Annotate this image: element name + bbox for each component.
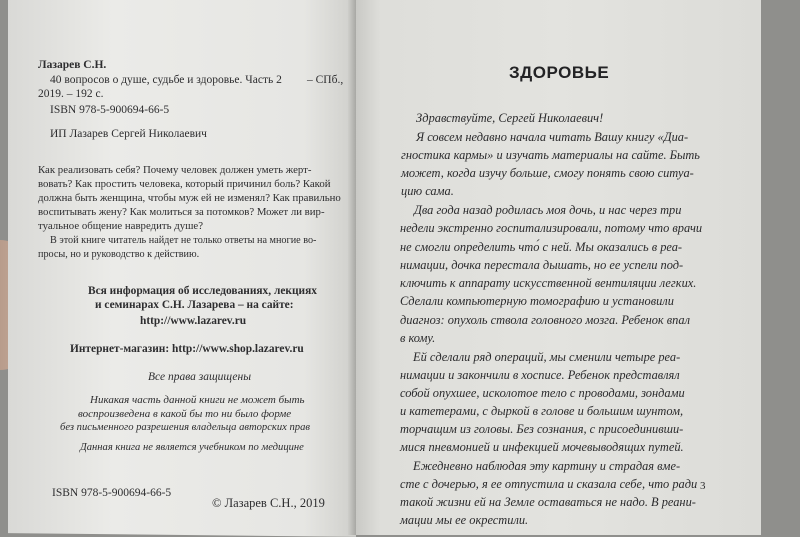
text-line: и катетерами, с дыркой в голове и большим шунтом,	[400, 404, 684, 418]
text-line: торчащим из головы. Без сознания, с присоединивши-	[400, 422, 684, 436]
annotation-line: Как реализовать себя? Почему человек должен уметь жерт-	[38, 164, 312, 176]
notice-line: воспроизведена в какой бы то ни было форме	[78, 408, 292, 420]
text-line: Здравствуйте, Сергей Николаевич!	[416, 111, 604, 125]
annotation-line: должна быть женщина, чтобы муж ей не изменял? Как правильно	[38, 192, 341, 204]
text-line: не смогли определить что́ с ней. Мы оказались в реа-	[400, 240, 683, 254]
text-line: Ей сделали ряд операций, мы сменили четыре реа-	[413, 350, 681, 364]
text-line: нимации, дочка перестала дышать, но ее успели под-	[400, 258, 684, 272]
page-number: 3	[700, 480, 706, 492]
notice-line: без письменного разрешения владельца авторских прав	[60, 422, 311, 433]
info-website: http://www.lazarev.ru	[140, 315, 247, 327]
text-line: гностика кармы» и изучать материалы на сайте. Быть	[401, 148, 700, 162]
isbn-bottom: ISBN 978-5-900694-66-5	[52, 487, 172, 499]
catalog-isbn: ISBN 978-5-900694-66-5	[50, 104, 170, 116]
annotation-line: просы, но и руководство к действию.	[38, 249, 200, 260]
text-line: сте с дочерью, я ее отпустила и сказала себе, что ради	[400, 477, 698, 491]
text-line: нимации и закончили в хосписе. Ребенок представлял	[400, 368, 680, 382]
text-line: Я совсем недавно начала читать Вашу книгу «Диа-	[416, 130, 689, 144]
catalog-author: Лазарев С.Н.	[38, 59, 107, 71]
shop-line: Интернет-магазин: http://www.shop.lazarev.ru	[70, 343, 304, 355]
text-line: в кому.	[400, 331, 436, 345]
catalog-title: 40 вопросов о душе, судьбе и здоровье. Часть 2	[50, 74, 282, 86]
annotation-line: В этой книге читатель найдет не только ответы на многие во-	[50, 235, 317, 246]
info-line: и семинарах С.Н. Лазарева – на сайте:	[95, 299, 294, 311]
text-line: мися пневмонией и инфекцией мочевыводящих путей.	[400, 440, 684, 454]
text-line: недели экстренно госпитализировали, потому что врачи	[400, 221, 703, 235]
text-line: ключить к аппарату искусственной вентиляции легких.	[400, 276, 697, 290]
catalog-year-pages: 2019. – 192 с.	[38, 88, 104, 100]
annotation-line: воспитывать жену? Как молиться за потомков? Может ли вир-	[38, 206, 325, 218]
notice-line: Никакая часть данной книги не может быть	[90, 394, 305, 406]
chapter-title: ЗДОРОВЬЕ	[509, 63, 610, 82]
text-line: диагноз: опухоль ствола головного мозга. Ребенок впал	[400, 313, 690, 327]
disclaimer-line: Данная книга не является учебником по медицине	[80, 442, 304, 453]
text-line: может, когда изучу больше, смогу понять свою ситуа-	[401, 166, 694, 180]
copyright-line: © Лазарев С.Н., 2019	[212, 496, 325, 510]
text-line: Ежедневно наблюдая эту картину и страдая вме-	[413, 459, 681, 473]
catalog-publisher: ИП Лазарев Сергей Николаевич	[50, 128, 207, 140]
info-line: Вся информация об исследованиях, лекциях	[88, 285, 317, 297]
text-line: такой жизни ей на Земле оставаться не надо. В реани-	[400, 495, 696, 509]
rights-line: Все права защищены	[148, 371, 251, 383]
annotation-line: вовать? Как простить человека, который причинил боль? Какой	[38, 178, 331, 190]
text-line: Два года назад родилась моя дочь, и нас через три	[414, 203, 682, 217]
text-line: Сделали компьютерную томографию и установили	[400, 294, 674, 308]
text-line: мации мы ее окрестили.	[400, 513, 529, 527]
catalog-place: – СПб.,	[307, 74, 344, 86]
text-line: собой опухшее, исколотое тело с проводами, зондами	[400, 386, 685, 400]
text-line: цию сама.	[401, 184, 454, 198]
annotation-line: туальное общение навредить душе?	[38, 220, 203, 232]
